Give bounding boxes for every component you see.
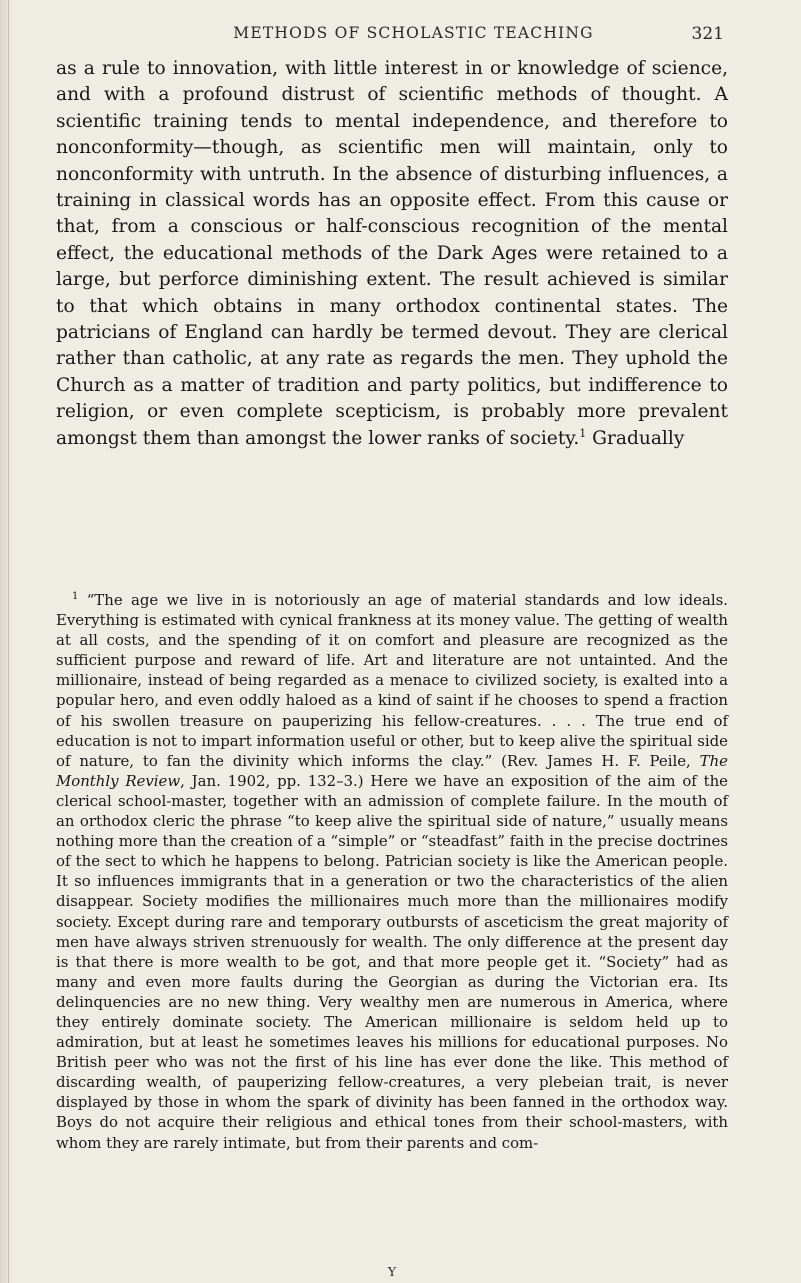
running-head: METHODS OF SCHOLASTIC TEACHING	[233, 24, 594, 42]
footnote-text-part2: , Jan. 1902, pp. 132–3.) Here we have an exposition of the aim of the clerical school-master, together with an admission of complete failure. In the mouth of an orthodox cleric the phrase “to keep alive the spiritual side of nature,” usually means nothing more than the creation of a “simple” or “steadfast” faith in the precise doctrines of the sect to which he happens to belong. Patrician society is like the American people. It so influences immigrants that in a generation or two the characteristics of the alien disappear. Society modifies the millionaires much more than the millionaires modify society. Except during rare and temporary outbursts of asceticism the great majority of men have always striven strenuously for wealth. The only difference at the present day is that there is more wealth to be got, and that more people get it. “Society” had as many and even more faults during the Georgian as during the Victorian era. Its delinquencies are no new thing. Very wealthy men are numerous in America, where they entirely dominate society. The American millionaire is seldom held up to admiration, but at least he sometimes leaves his millions for educational purposes. No British peer who was not the first of his line has ever done the like. This method of discarding wealth, of pauperizing fellow-creatures, a very plebeian trait, is never displayed by those in whom the spark of divinity has been fanned in the orthodox way. Boys do not acquire their religious and ethical tones from their school-masters, with whom they are rarely intimate, but from their parents and com-	[56, 771, 728, 1152]
footnote-text-part1: “The age we live in is notoriously an age of material standards and low ideals. Everything is estimated with cynical frankness at its money value. The getting of wealth at all costs, and the spending of it on comfort and pleasure are recognized as the sufficient purpose and reward of life. Art and literature are not untainted. And the millionaire, instead of being regarded as a menace to civilized society, is exalted into a popular hero, and even oddly haloed as a kind of saint if he chooses to spend a fraction of his swollen treasure on pauperizing his fellow-creatures. . . . The true end of education is not to impart information useful or other, but to keep alive the spiritual side of nature, to fan the divinity which informs the clay.” (Rev. James H. F. Peile,	[56, 591, 728, 770]
signature-mark: Y	[387, 1264, 397, 1279]
body-text-continued: Gradually	[586, 427, 685, 449]
footnote-reference: 1	[579, 426, 587, 440]
page-header	[103, 24, 724, 48]
body-paragraph	[56, 56, 728, 452]
body-text: as a rule to innovation, with little interest in or knowledge of science, and with a profound distrust of scientific methods of thought. A scientific training tends to mental independence, and therefore to nonconformity—though, as scientific men will maintain, only to nonconformity with untruth. In the absence of disturbing influences, a training in classical words has an opposite effect. From this cause or that, from a conscious or half-conscious recognition of the mental effect, the educational methods of the Dark Ages were retained to a large, but perforce diminishing extent. The result achieved is similar to that which obtains in many orthodox continental states. The patricians of England can hardly be termed devout. They are clerical rather than catholic, at any rate as regards the men. They uphold the Church as a matter of tradition and party politics, but indifference to religion, or even complete scepticism, is probably more prevalent amongst them than amongst the lower ranks of society.	[56, 58, 728, 449]
page-number: 321	[691, 24, 724, 44]
page-edge	[0, 0, 14, 1283]
footnote-journal-title: The Monthly Review	[56, 751, 728, 790]
footnote	[56, 590, 728, 1153]
footnote-marker: 1	[72, 591, 79, 603]
